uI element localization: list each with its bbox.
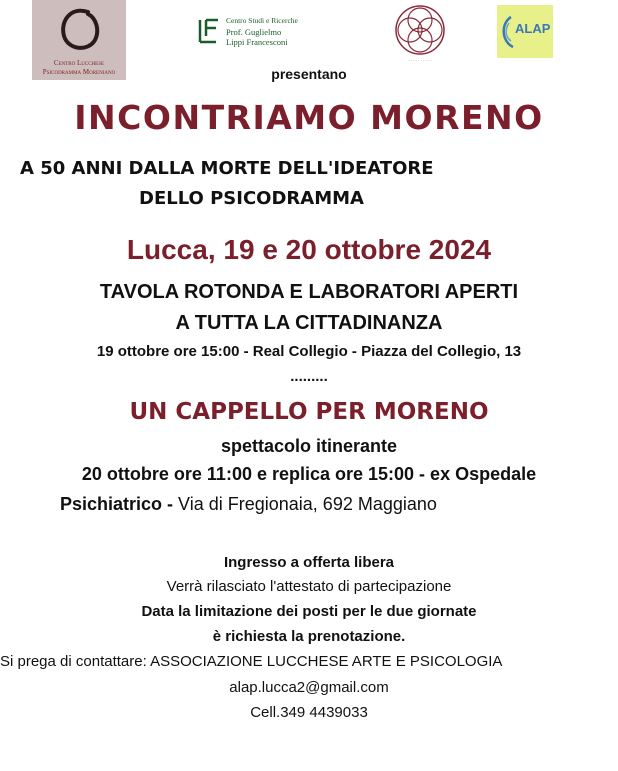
interlocking-circles-icon xyxy=(388,2,452,58)
location-bold: Psichiatrico - xyxy=(60,494,174,514)
limitation-line2: è richiesta la prenotazione. xyxy=(212,628,406,645)
circles-logo xyxy=(388,2,452,66)
show-title: UN CAPPELLO PER MORENO xyxy=(129,399,489,425)
oct19-details: 19 ottobre ore 15:00 - Real Collegio - Piazza del Collegio, 13 xyxy=(96,343,522,360)
centro-studi-line1: Centro Studi e Ricerche xyxy=(226,16,298,25)
circles-logo-caption: · · · · · · · · · · xyxy=(408,58,432,63)
tavola-line1: TAVOLA ROTONDA E LABORATORI APERTI xyxy=(99,281,519,303)
contact-email[interactable]: alap.lucca2@gmail.com xyxy=(229,679,389,696)
centro-studi-line3: Lippi Francesconi xyxy=(226,37,288,47)
tavola-line2: A TUTTA LA CITTADINANZA xyxy=(175,312,443,334)
subtitle-line2: DELLO PSICODRAMMA xyxy=(139,188,364,209)
alap-logo-text: ALAP xyxy=(515,21,551,36)
page-title: INCONTRIAMO MORENO xyxy=(74,98,544,137)
presentano-text: presentano xyxy=(271,66,347,82)
centro-studi-logo xyxy=(194,14,324,48)
limitation-line1: Data la limitazione dei posti per le due giornate xyxy=(141,603,477,620)
centro-studi-line2: Prof. Guglielmo xyxy=(226,27,282,37)
certificate-info: Verrà rilasciato l'attestato di partecipazione xyxy=(166,578,452,595)
entry-info: Ingresso a offerta libera xyxy=(223,554,395,571)
centro-lucchese-line2: Psicodramma Moreniano xyxy=(42,68,116,76)
centro-lucchese-line1: Centro Lucchese xyxy=(53,59,105,67)
separator-dots: ......... xyxy=(290,368,328,385)
contact-info: Si prega di contattare: ASSOCIAZIONE LUCCHESE ARTE E PSICOLOGIA xyxy=(0,653,503,670)
alap-logo xyxy=(497,5,553,58)
event-dateline: Lucca, 19 e 20 ottobre 2024 xyxy=(126,234,492,265)
oct20-details: 20 ottobre ore 11:00 e replica ore 15:00 - ex Ospedale xyxy=(81,464,537,484)
lf-monogram-icon xyxy=(194,16,224,46)
subtitle-line1: A 50 ANNI DALLA MORTE DELL'IDEATORE xyxy=(20,158,434,179)
contact-phone[interactable]: Cell.349 4439033 xyxy=(250,704,368,721)
enso-circle-icon xyxy=(58,4,100,56)
show-subtitle: spettacolo itinerante xyxy=(220,436,398,456)
oct20-location xyxy=(60,494,437,515)
location-address: Via di Fregionaia, 692 Maggiano xyxy=(173,494,437,514)
